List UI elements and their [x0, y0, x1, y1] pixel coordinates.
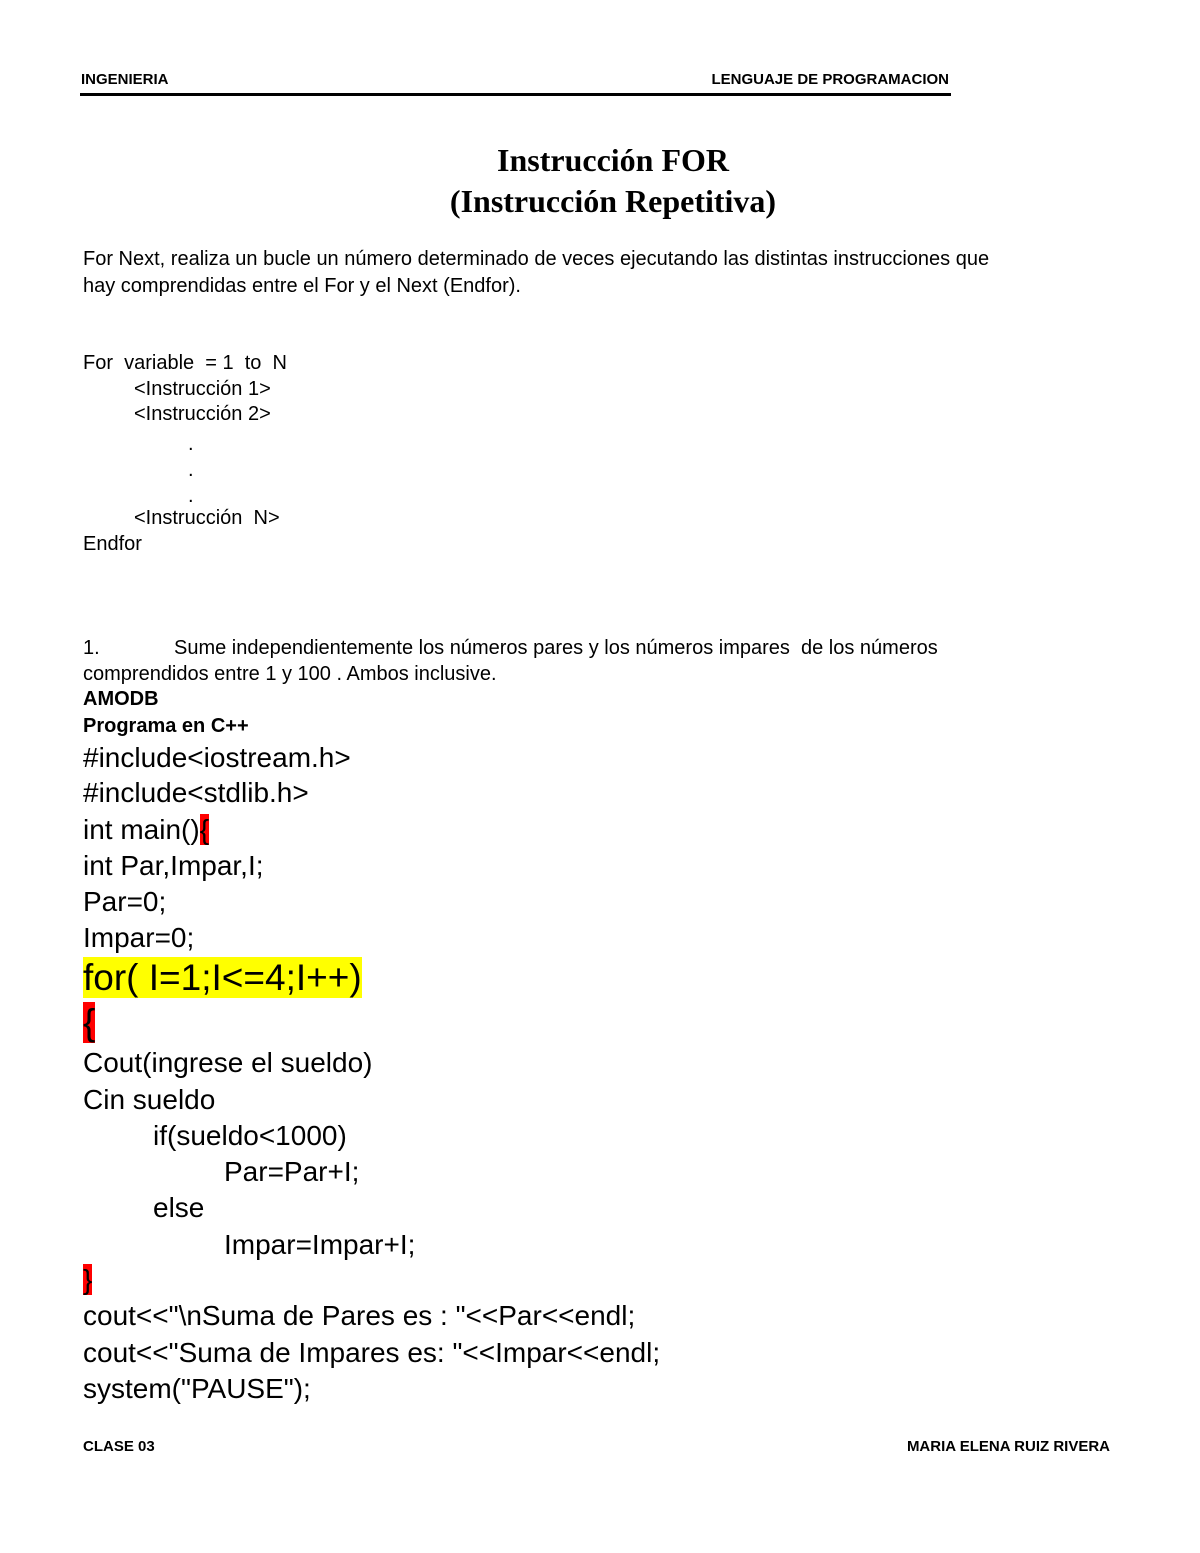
code-line: Cin sueldo: [83, 1084, 216, 1115]
code-line: [83, 1002, 95, 1044]
code-text: int main(): [83, 814, 200, 845]
page-title: Instrucción FOR: [497, 142, 729, 178]
code-line: Cout(ingrese el sueldo): [83, 1047, 373, 1078]
exercise-text: Sume independientemente los números pares y los números impares de los números: [174, 637, 938, 659]
code-line: system("PAUSE");: [83, 1373, 311, 1404]
footer-left: CLASE 03: [83, 1438, 155, 1455]
intro-line: For Next, realiza un bucle un número determinado de veces ejecutando las distintas instrucciones que: [83, 248, 990, 270]
header-left: INGENIERIA: [81, 71, 169, 88]
page-subtitle: (Instrucción Repetitiva): [449, 183, 777, 219]
code-line: [83, 1262, 92, 1298]
label-program: Programa en C++: [83, 715, 249, 737]
code-line: #include<stdlib.h>: [83, 777, 309, 808]
code-line: [83, 812, 209, 848]
code-line: Par=0;: [83, 886, 167, 917]
pseudo-dot: .: [188, 459, 194, 481]
code-line: #include<iostream.h>: [83, 742, 351, 773]
pseudo-dot: .: [188, 485, 194, 507]
intro-line: hay comprendidas entre el For y el Next (Endfor).: [83, 275, 521, 297]
pseudo-for: For variable = 1 to N: [83, 352, 287, 374]
pseudo-instr: <Instrucción 1>: [134, 378, 271, 400]
pseudo-instr: <Instrucción 2>: [134, 403, 271, 425]
code-line: else: [153, 1192, 205, 1223]
brace-highlight: {: [199, 814, 210, 845]
code-line: int Par,Impar,I;: [83, 850, 264, 881]
pseudo-dot: .: [188, 433, 194, 455]
pseudo-instr: <Instrucción N>: [134, 507, 280, 529]
code-line: if(sueldo<1000): [153, 1120, 347, 1151]
exercise-text: comprendidos entre 1 y 100 . Ambos inclusive.: [83, 663, 497, 685]
label-amodb: AMODB: [83, 688, 159, 710]
exercise-number: 1.: [83, 637, 100, 659]
header-right: LENGUAJE DE PROGRAMACION: [711, 71, 949, 88]
code-line: cout<<"Suma de Impares es: "<<Impar<<endl;: [83, 1337, 661, 1368]
code-line: Impar=Impar+I;: [224, 1229, 416, 1260]
code-line: cout<<"\nSuma de Pares es : "<<Par<<endl;: [83, 1300, 636, 1331]
footer-right: MARIA ELENA RUIZ RIVERA: [906, 1438, 1110, 1455]
pseudo-end: Endfor: [83, 533, 142, 555]
header-rule: [80, 93, 951, 96]
code-line-for: [83, 957, 362, 999]
code-line: Impar=0;: [83, 922, 195, 953]
code-line: Par=Par+I;: [224, 1156, 360, 1187]
brace-highlight: }: [83, 1264, 93, 1295]
brace-highlight: {: [83, 1002, 96, 1043]
for-highlight: for( I=1;I<=4;I++): [83, 957, 362, 998]
